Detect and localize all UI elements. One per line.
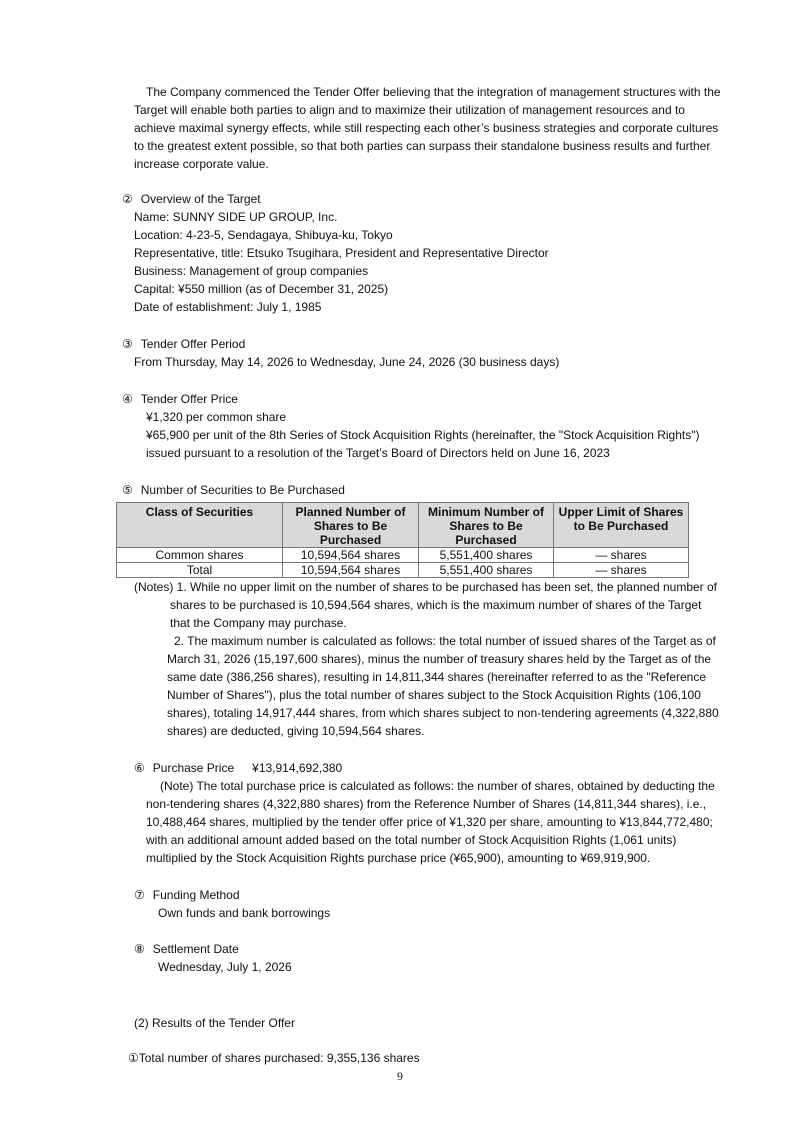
- section-number: ④: [122, 392, 133, 406]
- section-title: Overview of the Target: [140, 192, 261, 206]
- table-cell: — shares: [554, 563, 689, 578]
- section-heading: [122, 481, 345, 499]
- table-cell: — shares: [554, 548, 689, 563]
- purchase-note-line: 10,488,464 shares, multiplied by the tender offer price of ¥1,320 per share, amounting to ¥13,844,772,480;: [146, 815, 713, 829]
- purchase-note-line: (Note) The total purchase price is calculated as follows: the number of shares, obtained by deducting the: [160, 779, 715, 793]
- intro-line: increase corporate value.: [134, 157, 269, 171]
- section-number: ⑦: [134, 888, 145, 902]
- funding-method-text: Own funds and bank borrowings: [158, 906, 331, 920]
- header-line: Shares to Be: [449, 519, 523, 533]
- section-title: Tender Offer Price: [140, 392, 238, 406]
- section-purchase-price: [134, 759, 715, 867]
- section-tender-price: [122, 390, 700, 462]
- section-target-overview: [122, 190, 549, 316]
- section-title: Tender Offer Period: [140, 337, 246, 351]
- table-cell: Total: [117, 563, 283, 578]
- page-number: 9: [397, 1069, 403, 1083]
- target-representative: Representative, title: Etsuko Tsugihara, President and Representative Director: [134, 246, 549, 260]
- header-line: Shares to Be: [313, 519, 388, 533]
- table-cell: 10,594,564 shares: [283, 548, 419, 563]
- settlement-date-text: Wednesday, July 1, 2026: [158, 960, 292, 974]
- securities-notes: [134, 578, 719, 740]
- section-number: ⑤: [122, 483, 133, 497]
- note-line: shares) are deducted, giving 10,594,564 shares.: [167, 724, 425, 738]
- header-line: Minimum Number of: [428, 505, 544, 519]
- target-established: Date of establishment: July 1, 1985: [134, 300, 322, 314]
- table-row: [117, 548, 689, 563]
- section-securities-heading: [122, 481, 345, 499]
- header-line: Purchased: [319, 533, 382, 547]
- target-capital: Capital: ¥550 million (as of December 31, 2025): [134, 282, 389, 296]
- results-heading-text: (2) Results of the Tender Offer: [134, 1016, 295, 1030]
- results-total-text: ①Total number of shares purchased: 9,355,136 shares: [128, 1051, 420, 1065]
- section-heading: [134, 759, 715, 777]
- purchase-note-line: with an additional amount added based on the total number of Stock Acquisition Rights (1,061 units): [146, 833, 677, 847]
- purchase-price-value: ¥13,914,692,380: [252, 761, 343, 775]
- section-heading: [122, 190, 549, 208]
- target-name: Name: SUNNY SIDE UP GROUP, Inc.: [134, 210, 338, 224]
- note-line: shares to be purchased is 10,594,564 shares, which is the maximum number of shares of the Target: [170, 598, 702, 612]
- note-line: that the Company may purchase.: [170, 616, 347, 630]
- purchase-note-line: multiplied by the Stock Acquisition Rights purchase price (¥65,900), amounting to ¥69,919,900.: [146, 851, 651, 865]
- section-title: Funding Method: [152, 888, 240, 902]
- section-title: Purchase Price: [152, 761, 235, 775]
- table-row: [117, 563, 689, 578]
- note-line: Number of Shares"), plus the total number of shares subject to the Stock Acquisition Rights (106,100: [167, 688, 701, 702]
- section-number: ②: [122, 192, 133, 206]
- price-acquisition-rights-cont: issued pursuant to a resolution of the Target’s Board of Directors held on June 16, 2023: [146, 446, 610, 460]
- header-line: Class of Securities: [145, 505, 254, 519]
- section-number: ⑥: [134, 761, 145, 775]
- col-header-class: [117, 503, 283, 548]
- header-line: to Be Purchased: [573, 519, 669, 533]
- results-total: [128, 1049, 420, 1067]
- section-number: ③: [122, 337, 133, 351]
- section-heading: [122, 390, 700, 408]
- purchase-note-line: non-tendering shares (4,322,880 shares) from the Reference Number of Shares (14,811,344 shares), i.e.,: [146, 797, 707, 811]
- section-number: ⑧: [134, 942, 145, 956]
- target-location: Location: 4-23-5, Sendagaya, Shibuya-ku, Tokyo: [134, 228, 393, 242]
- table-header-row: [117, 503, 689, 548]
- col-header-upper-limit: [554, 503, 689, 548]
- section-settlement-date: [134, 940, 292, 976]
- header-line: Purchased: [455, 533, 517, 547]
- table-cell: 5,551,400 shares: [419, 548, 554, 563]
- header-line: Planned Number of: [295, 505, 406, 519]
- intro-line: achieve maximal synergy effects, while still respecting each other’s business strategies and corporate cultures: [134, 121, 719, 135]
- col-header-planned: [283, 503, 419, 548]
- tender-period-text: From Thursday, May 14, 2026 to Wednesday, June 24, 2026 (30 business days): [134, 355, 560, 369]
- table-cell: 10,594,564 shares: [283, 563, 419, 578]
- section-title: Number of Securities to Be Purchased: [140, 483, 345, 497]
- note-line: (Notes) 1. While no upper limit on the number of shares to be purchased has been set, the planned number of: [134, 580, 718, 594]
- note-line: March 31, 2026 (15,197,600 shares), minus the number of treasury shares held by the Target as of the: [167, 652, 712, 666]
- results-heading: [134, 1014, 295, 1032]
- section-heading: [122, 335, 559, 353]
- section-title: Settlement Date: [152, 942, 239, 956]
- header-line: Upper Limit of Shares: [558, 505, 684, 519]
- price-acquisition-rights: ¥65,900 per unit of the 8th Series of Stock Acquisition Rights (hereinafter, the "Stock Acquisition Rights"): [146, 428, 700, 442]
- section-tender-period: [122, 335, 559, 371]
- table-cell: Common shares: [117, 548, 283, 563]
- col-header-minimum: [419, 503, 554, 548]
- note-line: same date (386,256 shares), resulting in 14,811,344 shares (hereinafter referred to as the "Reference: [167, 670, 707, 684]
- securities-table: [116, 502, 689, 578]
- intro-line: to the greatest extent possible, so that both parties can surpass their standalone business results and further: [134, 139, 711, 153]
- note-line: shares), totaling 14,917,444 shares, from which shares subject to non-tendering agreements (4,322,880: [167, 706, 719, 720]
- target-business: Business: Management of group companies: [134, 264, 369, 278]
- table-cell: 5,551,400 shares: [419, 563, 554, 578]
- section-funding-method: [134, 886, 330, 922]
- note-line: 2. The maximum number is calculated as follows: the total number of issued shares of the Target as of: [174, 634, 716, 648]
- intro-line: Target will enable both parties to align and to maximize their utilization of management resources and to: [134, 103, 685, 117]
- section-heading: [134, 886, 330, 904]
- intro-paragraph: [134, 83, 721, 173]
- section-heading: [134, 940, 292, 958]
- intro-line: The Company commenced the Tender Offer believing that the integration of management structures with the: [146, 85, 721, 99]
- price-common-share: ¥1,320 per common share: [146, 410, 287, 424]
